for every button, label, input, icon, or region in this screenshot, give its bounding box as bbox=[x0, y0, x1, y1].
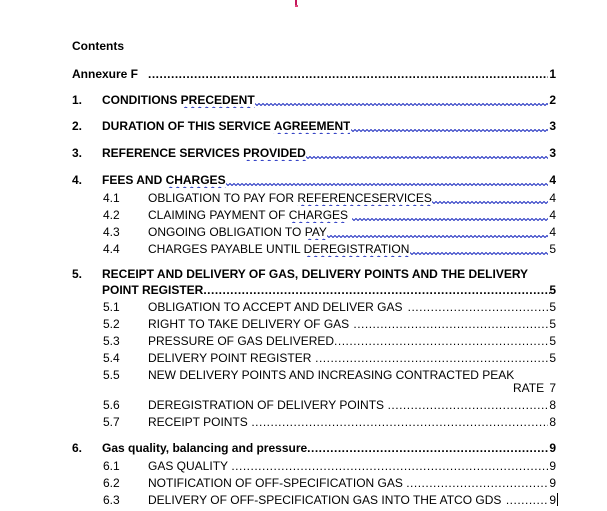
toc-entry-number: 5.1 bbox=[103, 300, 120, 314]
spelling-squiggle bbox=[351, 129, 548, 132]
toc-entry-number: 5.6 bbox=[103, 398, 120, 412]
toc-entry-title bbox=[102, 145, 306, 161]
toc-entry-title bbox=[102, 440, 307, 456]
toc-entry-title bbox=[102, 266, 528, 282]
toc-entry-number: 6.1 bbox=[103, 459, 120, 473]
toc-entry-number: 5.4 bbox=[103, 351, 120, 365]
toc-entry[interactable] bbox=[0, 316, 607, 332]
toc-entry-title bbox=[148, 207, 348, 223]
toc-entry[interactable] bbox=[0, 118, 607, 134]
toc-entry-continuation[interactable] bbox=[0, 380, 607, 396]
toc-entry-title-text: DEREGISTRATION OF DELIVERY POINTS bbox=[148, 398, 385, 412]
toc-entry-title-text: NEW DELIVERY POINTS AND INCREASING CONTRACTED PEAK bbox=[148, 368, 515, 382]
toc-entry-title bbox=[72, 66, 138, 82]
spelling-squiggle bbox=[327, 235, 548, 238]
dot-leader bbox=[251, 414, 548, 430]
toc-entry-number: 5. bbox=[72, 267, 83, 281]
toc-entry-number: 5.7 bbox=[103, 415, 120, 429]
toc-entry-title-text: NOTIFICATION OF OFF-SPECIFICATION GAS bbox=[148, 476, 403, 490]
toc-entry-title-text: OBLIGATION TO PAY FOR bbox=[148, 191, 298, 205]
toc-entry-title-text: Gas quality, balancing and pressure bbox=[102, 441, 308, 455]
toc-entry-page-number: 5 bbox=[549, 283, 556, 297]
toc-entry-number: 3. bbox=[72, 146, 83, 160]
toc-entry-title bbox=[148, 316, 349, 332]
toc-entry[interactable] bbox=[0, 66, 607, 82]
toc-entry-title bbox=[148, 350, 311, 366]
toc-entry-page-number: 8 bbox=[549, 398, 556, 412]
toc-entry-number: 5.5 bbox=[103, 368, 120, 382]
toc-entry-title-text: FEES AND bbox=[102, 173, 166, 187]
dot-leader bbox=[506, 492, 548, 508]
dot-leader bbox=[231, 458, 548, 474]
toc-entry-number: 4.4 bbox=[103, 242, 120, 256]
toc-entry[interactable] bbox=[0, 475, 607, 491]
dot-leader bbox=[148, 66, 548, 82]
spelling-squiggle bbox=[226, 183, 548, 186]
toc-entry-title-text: CONDITIONS bbox=[102, 93, 181, 107]
spelling-flagged-word: DEREGISTRATION bbox=[303, 242, 410, 256]
toc-entry-page-number: 4 bbox=[549, 208, 556, 222]
dot-leader bbox=[203, 282, 550, 298]
toc-entry-title-text: PRESSURE OF GAS DELIVERED bbox=[148, 334, 335, 348]
toc-entry-page-number: 4 bbox=[549, 191, 556, 205]
toc-entry-title-text: DURATION OF THIS SERVICE bbox=[102, 119, 274, 133]
toc-entry-page-number: 5 bbox=[549, 242, 556, 256]
toc-entry[interactable] bbox=[0, 145, 607, 161]
toc-entry-number: 4.1 bbox=[103, 191, 120, 205]
toc-entry-title-text: Annexure F bbox=[72, 67, 139, 81]
toc-entry-title bbox=[102, 172, 226, 188]
toc-entry-page-number: 8 bbox=[549, 415, 556, 429]
toc-entry-page-number: 7 bbox=[549, 381, 556, 395]
spelling-flagged-word: CHARGES bbox=[288, 208, 349, 222]
toc-entry-title-text: OBLIGATION TO ACCEPT AND DELIVER GAS bbox=[148, 300, 403, 314]
spelling-squiggle bbox=[352, 218, 548, 221]
toc-entry-title bbox=[148, 241, 409, 257]
toc-entry-number: 2. bbox=[72, 119, 83, 133]
toc-entry-number: 4.2 bbox=[103, 208, 120, 222]
toc-entry-title-continuation: RATE bbox=[513, 381, 545, 395]
toc-entry-page-number: 9 bbox=[549, 441, 556, 455]
toc-entry-title bbox=[148, 458, 228, 474]
spelling-flagged-word: PAY bbox=[304, 225, 327, 239]
contents-heading: Contents bbox=[72, 39, 124, 53]
toc-entry-title-text: RIGHT TO TAKE DELIVERY OF GAS bbox=[148, 317, 350, 331]
toc-entry[interactable] bbox=[0, 350, 607, 366]
toc-entry-title bbox=[148, 224, 327, 240]
dot-leader bbox=[307, 440, 548, 456]
toc-entry-number: 4. bbox=[72, 173, 83, 187]
toc-entry-number: 6.3 bbox=[103, 493, 120, 507]
toc-entry-page-number: 3 bbox=[549, 146, 556, 160]
toc-entry-number: 5.2 bbox=[103, 317, 120, 331]
toc-entry-title-continuation: POINT REGISTER bbox=[102, 283, 204, 297]
dot-leader bbox=[306, 145, 548, 159]
toc-entry[interactable] bbox=[0, 224, 607, 240]
toc-entry-title-text: CHARGES PAYABLE UNTIL bbox=[148, 242, 304, 256]
toc-entry[interactable] bbox=[0, 333, 607, 349]
toc-entry-title-text: DELIVERY POINT REGISTER bbox=[148, 351, 312, 365]
spelling-flagged-word: PROVIDED bbox=[243, 146, 306, 160]
toc-entry[interactable] bbox=[0, 172, 607, 188]
toc-entry-page-number: 5 bbox=[549, 351, 556, 365]
toc-entry-title-text: RECEIPT POINTS bbox=[148, 415, 248, 429]
toc-entry-number: 6.2 bbox=[103, 476, 120, 490]
toc-entry-title bbox=[148, 475, 403, 491]
toc-entry-title-text: GAS QUALITY bbox=[148, 459, 229, 473]
dot-leader bbox=[432, 190, 548, 204]
toc-entry-page-number: 5 bbox=[549, 300, 556, 314]
toc-entry-page-number: 3 bbox=[549, 119, 556, 133]
toc-entry-title-text: DELIVERY OF OFF-SPECIFICATION GAS INTO THE ATCO GDS bbox=[148, 493, 502, 507]
spelling-squiggle bbox=[410, 252, 548, 255]
toc-entry-page-number: 2 bbox=[549, 93, 556, 107]
toc-entry-page-number: 4 bbox=[549, 173, 556, 187]
toc-entry[interactable] bbox=[0, 266, 607, 282]
toc-entry-page-number: 5 bbox=[549, 334, 556, 348]
spelling-flagged-word: AGREEMENT bbox=[273, 119, 351, 133]
spelling-flagged-word: CHARGES bbox=[165, 173, 226, 187]
toc-entry-title bbox=[148, 397, 384, 413]
spelling-squiggle bbox=[432, 201, 548, 204]
toc-entry-continuation[interactable] bbox=[0, 282, 607, 298]
dot-leader bbox=[226, 172, 548, 186]
text-cursor-marker bbox=[295, 0, 297, 7]
toc-entry-title bbox=[148, 414, 248, 430]
toc-entry-number: 1. bbox=[72, 93, 83, 107]
dot-leader bbox=[410, 241, 548, 255]
toc-entry[interactable] bbox=[0, 190, 607, 206]
toc-entry-title-text: CLAIMING PAYMENT OF bbox=[148, 208, 289, 222]
toc-entry-title bbox=[102, 92, 255, 108]
toc-entry[interactable] bbox=[0, 299, 607, 315]
toc-entry-page-number: 9 bbox=[549, 493, 556, 507]
toc-entry-title bbox=[148, 333, 334, 349]
dot-leader bbox=[352, 207, 548, 221]
dot-leader bbox=[353, 316, 548, 332]
toc-entry[interactable] bbox=[0, 458, 607, 474]
dot-leader bbox=[351, 118, 548, 132]
dot-leader bbox=[388, 397, 548, 413]
toc-entry-title-text: RECEIPT AND DELIVERY OF GAS, DELIVERY POINTS AND THE DELIVERY bbox=[102, 267, 529, 281]
spelling-flagged-word: REFERENCESERVICES bbox=[297, 191, 432, 205]
toc-entry-number: 5.3 bbox=[103, 334, 120, 348]
toc-entry-page-number: 4 bbox=[549, 225, 556, 239]
spelling-squiggle bbox=[306, 156, 548, 159]
toc-entry-page-number: 5 bbox=[549, 317, 556, 331]
toc-entry-title bbox=[148, 190, 432, 206]
toc-entry-title bbox=[148, 492, 501, 508]
toc-entry[interactable] bbox=[0, 92, 607, 108]
toc-entry[interactable] bbox=[0, 207, 607, 223]
toc-entry-page-number: 9 bbox=[549, 459, 556, 473]
toc-entry[interactable] bbox=[0, 492, 607, 508]
toc-entry-title-text: REFERENCE SERVICES bbox=[102, 146, 244, 160]
text-insertion-caret bbox=[557, 493, 558, 506]
dot-leader bbox=[334, 333, 548, 349]
toc-entry[interactable] bbox=[0, 397, 607, 413]
spelling-squiggle bbox=[255, 103, 548, 106]
toc-entry[interactable] bbox=[0, 241, 607, 257]
dot-leader bbox=[327, 224, 548, 238]
dot-leader bbox=[315, 350, 548, 366]
toc-entry-title bbox=[148, 299, 403, 315]
spelling-flagged-word: PRECEDENT bbox=[180, 93, 255, 107]
toc-entry-number: 6. bbox=[72, 441, 83, 455]
dot-leader bbox=[255, 92, 548, 106]
toc-entry[interactable] bbox=[0, 440, 607, 456]
toc-entry-page-number: 1 bbox=[549, 67, 556, 81]
dot-leader bbox=[408, 299, 548, 315]
dot-leader bbox=[406, 475, 548, 491]
toc-entry-number: 4.3 bbox=[103, 225, 120, 239]
toc-entry[interactable] bbox=[0, 414, 607, 430]
toc-entry-page-number: 9 bbox=[549, 476, 556, 490]
toc-entry-title bbox=[102, 118, 350, 134]
toc-entry-title-text: ONGOING OBLIGATION TO bbox=[148, 225, 305, 239]
